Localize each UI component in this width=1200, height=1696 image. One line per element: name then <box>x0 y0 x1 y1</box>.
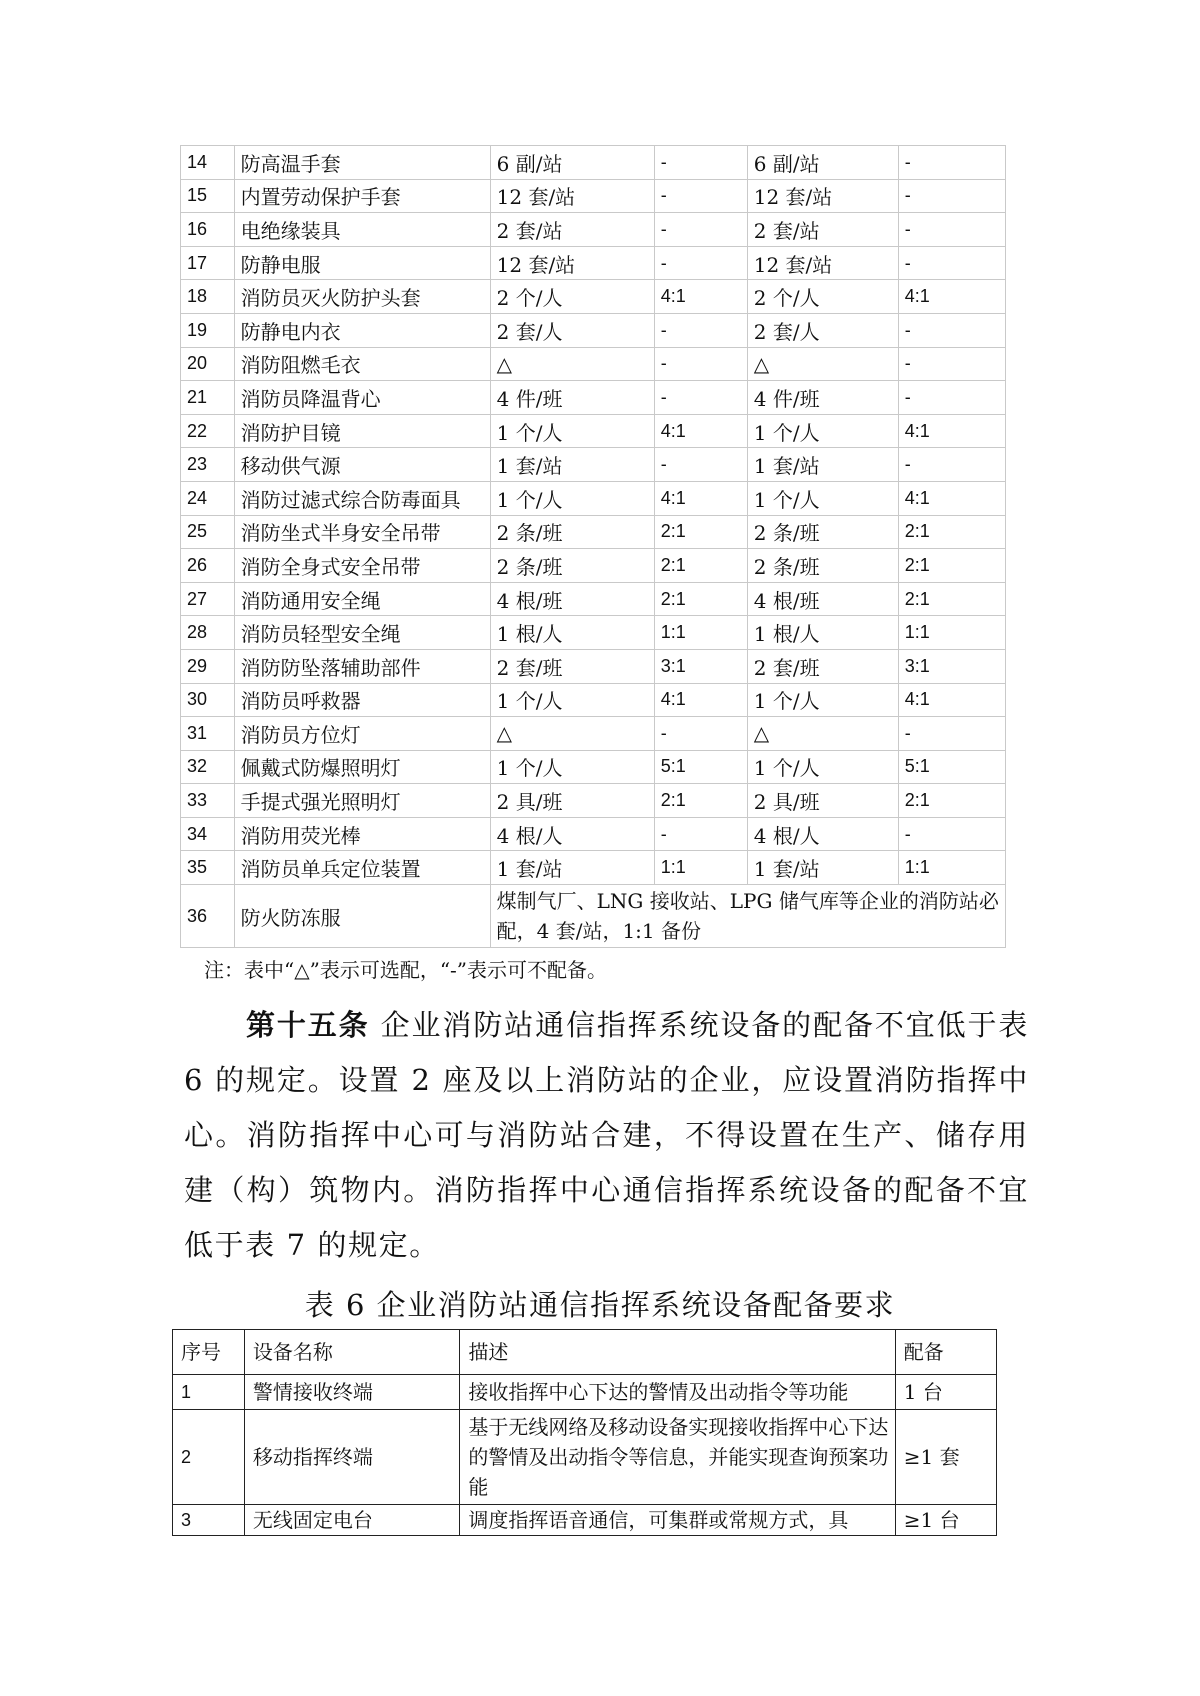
cell-station-ratio: - <box>654 448 747 482</box>
cell-alt-qty: 4 件/班 <box>747 381 898 415</box>
cell-name: 消防全身式安全吊带 <box>234 549 490 583</box>
cell-alt-qty: 1 个/人 <box>747 481 898 515</box>
cell-no: 20 <box>181 347 235 381</box>
cell-no: 30 <box>181 683 235 717</box>
cell-station-qty: 4 根/班 <box>490 582 654 616</box>
cell-station-qty: 2 条/班 <box>490 515 654 549</box>
table6-cell-qty: 1 台 <box>895 1375 996 1410</box>
table-row <box>181 347 1006 381</box>
cell-alt-ratio: 4:1 <box>898 481 1005 515</box>
cell-station-qty: 2 具/班 <box>490 784 654 818</box>
cell-alt-ratio: 2:1 <box>898 784 1005 818</box>
cell-alt-ratio: 4:1 <box>898 280 1005 314</box>
table6-header-row <box>173 1330 997 1375</box>
cell-alt-ratio: - <box>898 717 1005 751</box>
cell-station-qty: 1 个/人 <box>490 414 654 448</box>
cell-no: 15 <box>181 179 235 213</box>
cell-station-ratio: 4:1 <box>654 414 747 448</box>
cell-alt-qty: 2 条/班 <box>747 549 898 583</box>
cell-station-ratio: - <box>654 717 747 751</box>
cell-name: 手提式强光照明灯 <box>234 784 490 818</box>
cell-no: 36 <box>181 885 235 948</box>
table-row <box>181 448 1006 482</box>
cell-alt-ratio: - <box>898 347 1005 381</box>
cell-station-qty: 6 副/站 <box>490 146 654 180</box>
cell-no: 22 <box>181 414 235 448</box>
cell-station-qty: 12 套/站 <box>490 179 654 213</box>
cell-name: 防静电内衣 <box>234 313 490 347</box>
table-row <box>181 549 1006 583</box>
article-body: 企业消防站通信指挥系统设备的配备不宜低于表 6 的规定。设置 2 座及以上消防站的企业，应设置消防指挥中心。消防指挥中心可与消防站合建，不得设置在生产、储存用建（构）筑物内。消防指挥中心通信指挥系统设备的配备不宜低于表 7 的规定。 <box>184 1008 1029 1262</box>
cell-station-qty: 2 个/人 <box>490 280 654 314</box>
cell-alt-ratio: - <box>898 179 1005 213</box>
cell-alt-qty: 4 根/班 <box>747 582 898 616</box>
cell-station-qty: △ <box>490 347 654 381</box>
table6-row <box>173 1375 997 1410</box>
table6-cell-qty: ≥1 台 <box>895 1505 996 1536</box>
table-row <box>181 649 1006 683</box>
cell-name: 消防员轻型安全绳 <box>234 616 490 650</box>
cell-no: 31 <box>181 717 235 751</box>
cell-station-ratio: 2:1 <box>654 515 747 549</box>
cell-station-qty: 4 根/人 <box>490 817 654 851</box>
cell-alt-ratio: - <box>898 246 1005 280</box>
cell-name: 防高温手套 <box>234 146 490 180</box>
cell-name: 移动供气源 <box>234 448 490 482</box>
cell-name: 电绝缘装具 <box>234 213 490 247</box>
cell-name: 消防防坠落辅助部件 <box>234 649 490 683</box>
cell-alt-qty: 1 个/人 <box>747 414 898 448</box>
equipment-table-body <box>181 146 1006 948</box>
cell-station-qty: 2 套/班 <box>490 649 654 683</box>
cell-alt-qty: 2 条/班 <box>747 515 898 549</box>
cell-station-ratio: - <box>654 381 747 415</box>
cell-name: 消防用荧光棒 <box>234 817 490 851</box>
cell-name: 内置劳动保护手套 <box>234 179 490 213</box>
table6-header-desc: 描述 <box>460 1330 895 1375</box>
table-row <box>181 313 1006 347</box>
table-row <box>181 280 1006 314</box>
table-row <box>181 414 1006 448</box>
cell-alt-qty: 2 套/站 <box>747 213 898 247</box>
table6-cell-desc: 基于无线网络及移动设备实现接收指挥中心下达的警情及出动指令等信息，并能实现查询预案功能 <box>460 1410 895 1505</box>
cell-name: 消防员单兵定位装置 <box>234 851 490 885</box>
cell-alt-qty: 12 套/站 <box>747 179 898 213</box>
cell-alt-qty: 1 套/站 <box>747 448 898 482</box>
table6-row <box>173 1410 997 1505</box>
cell-alt-qty: △ <box>747 717 898 751</box>
cell-alt-qty: 4 根/人 <box>747 817 898 851</box>
cell-station-ratio: - <box>654 817 747 851</box>
cell-station-ratio: 4:1 <box>654 481 747 515</box>
table-row <box>181 817 1006 851</box>
cell-station-ratio: 2:1 <box>654 549 747 583</box>
table6-cell-no: 2 <box>173 1410 245 1505</box>
table-row <box>181 381 1006 415</box>
cell-alt-qty: 1 个/人 <box>747 683 898 717</box>
cell-merged-note: 煤制气厂、LNG 接收站、LPG 储气库等企业的消防站必配，4 套/站，1:1 备份 <box>490 885 1005 948</box>
cell-alt-ratio: 1:1 <box>898 616 1005 650</box>
table-row <box>181 784 1006 818</box>
table6-cell-desc: 接收指挥中心下达的警情及出动指令等功能 <box>460 1375 895 1410</box>
cell-station-ratio: 1:1 <box>654 851 747 885</box>
cell-no: 18 <box>181 280 235 314</box>
table-row <box>181 717 1006 751</box>
cell-name: 消防员呼救器 <box>234 683 490 717</box>
cell-station-qty: 1 个/人 <box>490 683 654 717</box>
cell-alt-ratio: - <box>898 146 1005 180</box>
cell-station-ratio: 4:1 <box>654 280 747 314</box>
cell-no: 14 <box>181 146 235 180</box>
cell-name: 消防通用安全绳 <box>234 582 490 616</box>
cell-station-qty: 1 个/人 <box>490 750 654 784</box>
cell-station-ratio: - <box>654 313 747 347</box>
cell-station-ratio: - <box>654 246 747 280</box>
cell-alt-ratio: 2:1 <box>898 582 1005 616</box>
cell-alt-ratio: - <box>898 817 1005 851</box>
cell-station-ratio: 4:1 <box>654 683 747 717</box>
table-row <box>181 750 1006 784</box>
cell-no: 33 <box>181 784 235 818</box>
table6-cell-no: 1 <box>173 1375 245 1410</box>
table-row <box>181 213 1006 247</box>
cell-alt-ratio: - <box>898 213 1005 247</box>
cell-station-qty: 4 件/班 <box>490 381 654 415</box>
cell-name: 消防员灭火防护头套 <box>234 280 490 314</box>
table6-row <box>173 1505 997 1536</box>
cell-station-qty: 1 套/站 <box>490 851 654 885</box>
equipment-table <box>180 145 1006 948</box>
table-row <box>181 616 1006 650</box>
cell-station-qty: 2 条/班 <box>490 549 654 583</box>
cell-name: 消防护目镜 <box>234 414 490 448</box>
cell-no: 21 <box>181 381 235 415</box>
cell-alt-ratio: - <box>898 448 1005 482</box>
cell-alt-qty: 6 副/站 <box>747 146 898 180</box>
table6-title: 表 6 企业消防站通信指挥系统设备配备要求 <box>304 1288 896 1322</box>
table-row <box>181 515 1006 549</box>
cell-alt-ratio: - <box>898 313 1005 347</box>
cell-name: 消防员降温背心 <box>234 381 490 415</box>
cell-alt-qty: 1 根/人 <box>747 616 898 650</box>
table-footnote: 注：表中“△”表示可选配，“-”表示可不配备。 <box>204 958 608 982</box>
table-row <box>181 179 1006 213</box>
cell-name: 消防坐式半身安全吊带 <box>234 515 490 549</box>
cell-station-ratio: - <box>654 213 747 247</box>
cell-alt-ratio: 1:1 <box>898 851 1005 885</box>
cell-alt-ratio: 5:1 <box>898 750 1005 784</box>
cell-no: 24 <box>181 481 235 515</box>
cell-station-qty: 2 套/人 <box>490 313 654 347</box>
cell-alt-qty: 2 个/人 <box>747 280 898 314</box>
cell-no: 16 <box>181 213 235 247</box>
cell-alt-ratio: 2:1 <box>898 515 1005 549</box>
cell-alt-ratio: 4:1 <box>898 414 1005 448</box>
article-paragraph <box>184 998 1029 1273</box>
article-heading: 第十五条 <box>246 1008 370 1042</box>
table-row <box>181 146 1006 180</box>
table-row <box>181 683 1006 717</box>
cell-station-ratio: 1:1 <box>654 616 747 650</box>
cell-alt-ratio: 4:1 <box>898 683 1005 717</box>
cell-alt-ratio: 2:1 <box>898 549 1005 583</box>
cell-alt-qty: △ <box>747 347 898 381</box>
table6-cell-qty: ≥1 套 <box>895 1410 996 1505</box>
table6-header-name: 设备名称 <box>244 1330 460 1375</box>
cell-station-ratio: 5:1 <box>654 750 747 784</box>
cell-no: 27 <box>181 582 235 616</box>
cell-station-qty: 12 套/站 <box>490 246 654 280</box>
cell-no: 25 <box>181 515 235 549</box>
table6-cell-no: 3 <box>173 1505 245 1536</box>
table6-cell-name: 无线固定电台 <box>244 1505 460 1536</box>
cell-station-qty: △ <box>490 717 654 751</box>
table6-cell-name: 警情接收终端 <box>244 1375 460 1410</box>
cell-no: 19 <box>181 313 235 347</box>
cell-name: 消防过滤式综合防毒面具 <box>234 481 490 515</box>
cell-station-ratio: 3:1 <box>654 649 747 683</box>
cell-station-qty: 2 套/站 <box>490 213 654 247</box>
cell-station-qty: 1 套/站 <box>490 448 654 482</box>
table-row <box>181 582 1006 616</box>
table6 <box>172 1329 997 1536</box>
cell-alt-qty: 1 个/人 <box>747 750 898 784</box>
cell-station-ratio: 2:1 <box>654 582 747 616</box>
cell-no: 28 <box>181 616 235 650</box>
cell-alt-qty: 12 套/站 <box>747 246 898 280</box>
cell-station-ratio: - <box>654 347 747 381</box>
cell-station-qty: 1 根/人 <box>490 616 654 650</box>
cell-alt-qty: 2 具/班 <box>747 784 898 818</box>
cell-no: 32 <box>181 750 235 784</box>
cell-no: 26 <box>181 549 235 583</box>
cell-alt-qty: 2 套/人 <box>747 313 898 347</box>
cell-no: 35 <box>181 851 235 885</box>
cell-no: 34 <box>181 817 235 851</box>
cell-name: 消防阻燃毛衣 <box>234 347 490 381</box>
cell-name: 防火防冻服 <box>234 885 490 948</box>
cell-station-ratio: 2:1 <box>654 784 747 818</box>
cell-alt-qty: 1 套/站 <box>747 851 898 885</box>
table6-cell-name: 移动指挥终端 <box>244 1410 460 1505</box>
cell-station-ratio: - <box>654 179 747 213</box>
cell-name: 防静电服 <box>234 246 490 280</box>
cell-no: 17 <box>181 246 235 280</box>
table-row <box>181 885 1006 948</box>
cell-name: 消防员方位灯 <box>234 717 490 751</box>
cell-no: 29 <box>181 649 235 683</box>
table-row <box>181 246 1006 280</box>
cell-no: 23 <box>181 448 235 482</box>
cell-alt-qty: 2 套/班 <box>747 649 898 683</box>
cell-alt-ratio: 3:1 <box>898 649 1005 683</box>
table-row <box>181 481 1006 515</box>
table6-cell-desc: 调度指挥语音通信，可集群或常规方式，具 <box>460 1505 895 1536</box>
cell-station-ratio: - <box>654 146 747 180</box>
cell-name: 佩戴式防爆照明灯 <box>234 750 490 784</box>
cell-alt-ratio: - <box>898 381 1005 415</box>
table6-header-no: 序号 <box>173 1330 245 1375</box>
cell-station-qty: 1 个/人 <box>490 481 654 515</box>
table6-header-qty: 配备 <box>895 1330 996 1375</box>
table-row <box>181 851 1006 885</box>
